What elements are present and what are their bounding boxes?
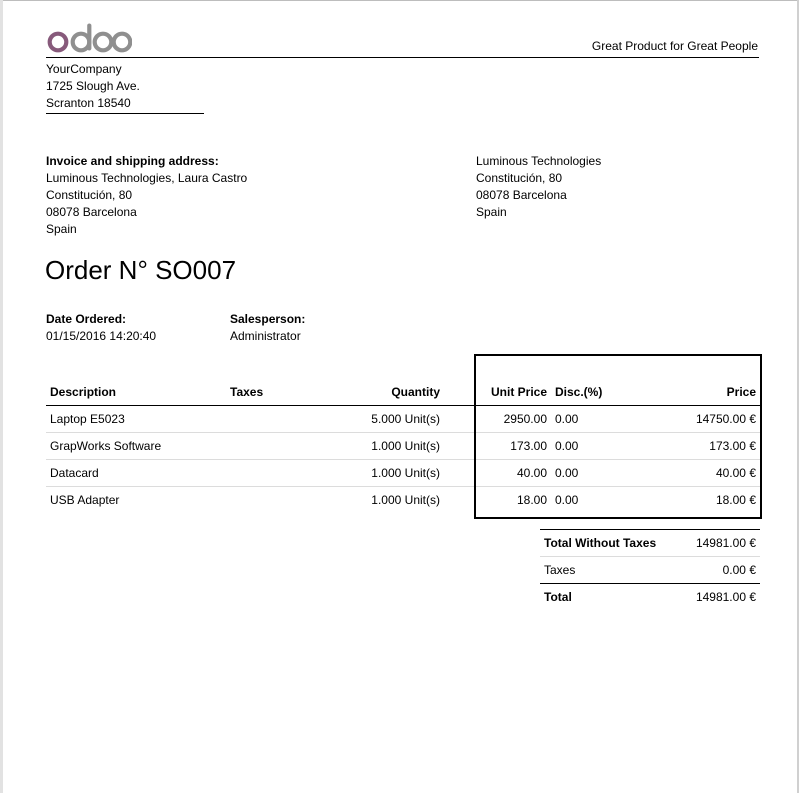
line-description: Datacard — [46, 460, 226, 487]
line-description: USB Adapter — [50, 493, 120, 507]
line-quantity: 1.000 Unit(s) — [306, 433, 444, 460]
line-unit-price: 2950.00 — [444, 406, 551, 433]
date-ordered-label: Date Ordered: — [46, 312, 127, 326]
customer-address — [476, 153, 601, 221]
logo-letter-o — [95, 34, 112, 51]
company-city: Scranton 18540 — [46, 96, 131, 110]
total-without-taxes-value: 14981.00 € — [695, 536, 756, 550]
company-name: YourCompany — [46, 62, 122, 76]
line-taxes — [226, 487, 306, 514]
invoice-address-heading: Invoice and shipping address: — [46, 154, 219, 168]
line-price: 40.00 € — [631, 460, 760, 487]
total-value: 14981.00 € — [680, 584, 760, 611]
invoice-shipping-address — [46, 153, 247, 238]
customer-country: Spain — [476, 205, 507, 219]
line-discount: 0.00 — [555, 493, 579, 507]
logo-letter-o — [50, 34, 67, 51]
invoice-address-name: Luminous Technologies, Laura Castro — [46, 171, 248, 185]
customer-name: Luminous Technologies — [476, 154, 602, 168]
logo-letter-d-stem — [87, 24, 91, 51]
line-discount: 0.00 — [551, 433, 631, 460]
column-header-unit-price: Unit Price — [444, 379, 551, 406]
line-unit-price: 18.00 — [516, 493, 547, 507]
line-taxes — [226, 433, 306, 460]
company-street: 1725 Slough Ave. — [46, 79, 140, 93]
salesperson-label: Salesperson: — [230, 312, 306, 326]
totals-row-untaxed — [540, 530, 760, 557]
salesperson-value: Administrator — [230, 329, 301, 343]
totals-table — [540, 529, 760, 610]
line-price: 173.00 € — [631, 433, 760, 460]
line-taxes — [226, 460, 306, 487]
line-discount: 0.00 — [551, 406, 631, 433]
total-without-taxes-label: Total Without Taxes — [544, 536, 657, 550]
page-frame-left — [0, 0, 3, 793]
line-price: 14750.00 € — [631, 406, 760, 433]
invoice-address-city: 08078 Barcelona — [46, 205, 137, 219]
customer-street: Constitución, 80 — [476, 171, 563, 185]
line-unit-price: 40.00 — [444, 460, 551, 487]
order-title: Order N° SO007 — [45, 255, 237, 285]
totals-row-total — [540, 584, 760, 611]
column-header-discount: Disc.(%) — [551, 379, 631, 406]
column-header-description: Description — [46, 379, 226, 406]
totals-row-taxes — [540, 557, 760, 584]
salesperson-block — [230, 311, 305, 345]
date-ordered-value: 01/15/2016 14:20:40 — [46, 329, 157, 343]
logo-letter-d-bowl — [73, 34, 90, 51]
header-divider — [46, 57, 759, 58]
line-taxes — [226, 406, 306, 433]
logo-letter-o — [114, 34, 131, 51]
total-label: Total — [540, 584, 680, 611]
column-header-price: Price — [631, 379, 760, 406]
line-quantity: 5.000 Unit(s) — [306, 406, 444, 433]
invoice-address-country: Spain — [46, 222, 77, 236]
line-quantity: 1.000 Unit(s) — [371, 493, 440, 507]
line-description: GrapWorks Software — [46, 433, 226, 460]
invoice-address-street: Constitución, 80 — [46, 188, 133, 202]
odoo-logo — [46, 22, 132, 56]
line-description: Laptop E5023 — [46, 406, 226, 433]
taxes-label: Taxes — [540, 557, 680, 584]
date-ordered-block — [46, 311, 156, 345]
customer-city: 08078 Barcelona — [476, 188, 567, 202]
highlight-annotation-box — [474, 354, 762, 519]
line-price: 18.00 € — [715, 493, 756, 507]
column-header-taxes: Taxes — [226, 379, 306, 406]
page-frame-top — [0, 0, 799, 1]
line-unit-price: 173.00 — [444, 433, 551, 460]
column-header-quantity: Quantity — [306, 379, 444, 406]
line-discount: 0.00 — [551, 460, 631, 487]
company-tagline: Great Product for Great People — [591, 39, 758, 53]
line-quantity: 1.000 Unit(s) — [306, 460, 444, 487]
taxes-value: 0.00 € — [680, 557, 760, 584]
company-address — [46, 61, 204, 114]
